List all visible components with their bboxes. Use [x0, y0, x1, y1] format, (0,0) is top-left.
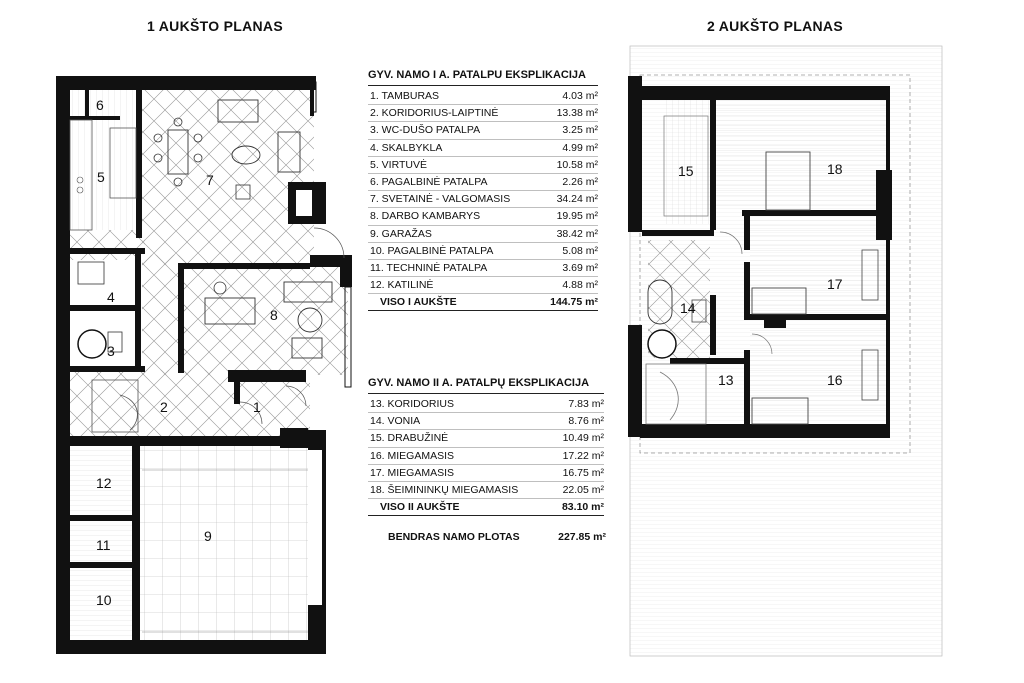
room-name: 2. KORIDORIUS-LAIPTINĖ: [370, 107, 499, 120]
table-row: [368, 208, 598, 225]
room-area: 38.42 m²: [556, 227, 598, 240]
table-row: [368, 174, 598, 191]
room-area: 34.24 m²: [556, 193, 598, 206]
room-label-4: 4: [107, 289, 115, 305]
table-row: [368, 260, 598, 277]
table-row: [368, 157, 598, 174]
table-row: [368, 122, 598, 139]
grand-total-label: BENDRAS NAMO PLOTAS: [388, 531, 520, 543]
floor-2-title: 2 AUKŠTO PLANAS: [707, 18, 843, 34]
room-name: 11. TECHNINĖ PATALPA: [370, 261, 488, 274]
room-name: 9. GARAŽAS: [370, 227, 432, 240]
room-area: 2.26 m²: [562, 175, 598, 188]
table-row: [368, 396, 604, 413]
room-area: 3.25 m²: [562, 124, 598, 137]
room-label-11: 11: [96, 537, 111, 553]
table-row: [368, 465, 604, 482]
room-name: 14. VONIA: [370, 415, 421, 428]
total-area: 83.10 m²: [561, 501, 604, 514]
table-row: [368, 277, 598, 294]
room-label-14: 14: [680, 300, 696, 316]
room-area: 3.69 m²: [562, 261, 598, 274]
room-label-16: 16: [827, 372, 843, 388]
floor-1-explication-table: [368, 69, 598, 311]
room-label-5: 5: [97, 169, 105, 185]
room-area: 7.83 m²: [568, 398, 604, 410]
table-rows: [368, 396, 604, 499]
table-row: [368, 105, 598, 122]
room-area: 13.38 m²: [556, 107, 598, 120]
room-label-1: 1: [253, 399, 261, 415]
floor-2-explication-table: [368, 377, 604, 516]
floor-1-title: 1 AUKŠTO PLANAS: [147, 18, 283, 34]
table-total-row: [368, 499, 604, 516]
table-header: GYV. NAMO I A. PATALPU EKSPLIKACIJA: [368, 69, 598, 86]
room-area: 19.95 m²: [556, 210, 598, 223]
grand-total: [388, 531, 606, 543]
room-label-15: 15: [678, 163, 694, 179]
floor-2-plan: [628, 46, 942, 656]
table-header: GYV. NAMO II A. PATALPŲ EKSPLIKACIJA: [368, 377, 604, 394]
room-label-9: 9: [204, 528, 212, 544]
table-row: [368, 482, 604, 499]
room-label-18: 18: [827, 161, 843, 177]
room-name: 6. PAGALBINĖ PATALPA: [370, 175, 488, 188]
room-area: 17.22 m²: [562, 449, 604, 462]
room-area: 10.58 m²: [556, 158, 598, 171]
room-label-3: 3: [107, 343, 115, 359]
room-area: 5.08 m²: [562, 244, 598, 257]
table-row: [368, 430, 604, 447]
room-label-17: 17: [827, 276, 843, 292]
room-name: 1. TAMBURAS: [370, 90, 440, 102]
table-row: [368, 88, 598, 105]
room-label-13: 13: [718, 372, 734, 388]
total-area: 144.75 m²: [550, 296, 598, 309]
room-name: 7. SVETAINĖ - VALGOMASIS: [370, 193, 511, 206]
room-name: 4. SKALBYKLA: [370, 141, 443, 154]
table-row: [368, 413, 604, 430]
room-label-6: 6: [96, 97, 104, 113]
room-area: 8.76 m²: [568, 415, 604, 428]
floor-1-plan: [56, 76, 352, 654]
room-area: 16.75 m²: [562, 466, 604, 479]
room-label-7: 7: [206, 172, 214, 188]
table-rows: [368, 88, 598, 294]
total-label: VISO I AUKŠTE: [380, 296, 457, 309]
room-name: 18. ŠEIMININKŲ MIEGAMASIS: [370, 483, 519, 496]
room-name: 10. PAGALBINĖ PATALPA: [370, 244, 494, 257]
room-label-12: 12: [96, 475, 112, 491]
table-row: [368, 140, 598, 157]
room-name: 12. KATILINĖ: [370, 279, 434, 292]
room-name: 16. MIEGAMASIS: [370, 449, 455, 462]
room-area: 4.03 m²: [562, 90, 598, 102]
room-name: 3. WC-DUŠO PATALPA: [370, 124, 481, 137]
table-row: [368, 226, 598, 243]
room-name: 5. VIRTUVĖ: [370, 158, 427, 171]
room-name: 13. KORIDORIUS: [370, 398, 455, 410]
room-name: 8. DARBO KAMBARYS: [370, 210, 481, 223]
room-label-2: 2: [160, 399, 168, 415]
room-label-8: 8: [270, 307, 278, 323]
total-label: VISO II AUKŠTE: [380, 501, 460, 514]
room-name: 15. DRABUŽINĖ: [370, 432, 449, 445]
grand-total-area: 227.85 m²: [558, 531, 606, 543]
table-row: [368, 448, 604, 465]
table-row: [368, 191, 598, 208]
room-label-10: 10: [96, 592, 112, 608]
table-row: [368, 243, 598, 260]
table-total-row: [368, 294, 598, 311]
room-area: 10.49 m²: [562, 432, 604, 445]
room-area: 4.88 m²: [562, 279, 598, 292]
room-area: 4.99 m²: [562, 141, 598, 154]
room-area: 22.05 m²: [562, 483, 604, 496]
room-name: 17. MIEGAMASIS: [370, 466, 455, 479]
